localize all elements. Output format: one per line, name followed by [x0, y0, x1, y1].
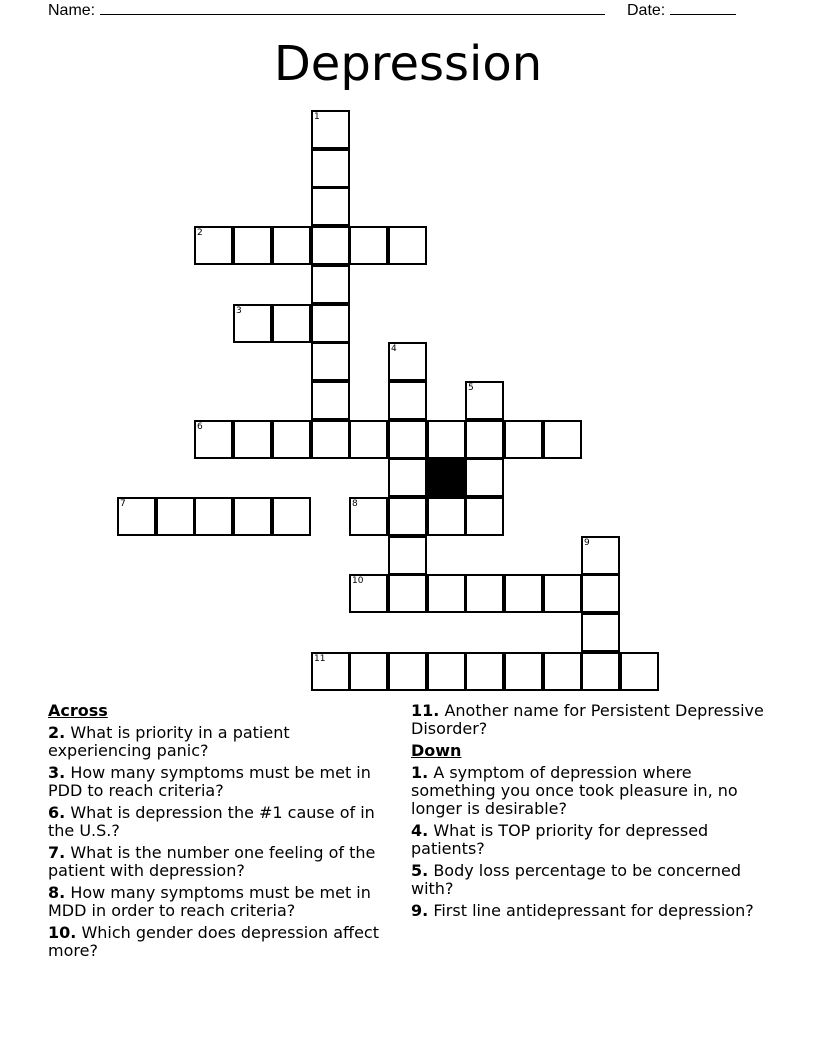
answer-cell[interactable]	[233, 226, 272, 265]
clue-number: 11.	[411, 701, 440, 720]
clue-down-4	[411, 822, 771, 858]
answer-cell[interactable]	[504, 574, 543, 613]
clues-left-column	[48, 702, 393, 964]
clue-number: 6.	[48, 803, 66, 822]
cell-number: 9	[584, 538, 590, 548]
clue-across-3	[48, 764, 393, 800]
answer-cell[interactable]	[504, 420, 543, 459]
answer-cell[interactable]	[272, 420, 311, 459]
answer-cell[interactable]	[349, 420, 388, 459]
answer-cell[interactable]	[388, 458, 427, 497]
cell-number: 11	[314, 654, 326, 664]
clue-number: 2.	[48, 723, 66, 742]
answer-cell[interactable]	[465, 458, 504, 497]
answer-cell[interactable]	[233, 304, 272, 343]
answer-cell[interactable]	[543, 574, 582, 613]
answer-cell[interactable]	[543, 652, 582, 691]
name-label: Name:	[48, 2, 96, 19]
clue-number: 5.	[411, 861, 429, 880]
answer-cell[interactable]	[272, 304, 311, 343]
cell-number: 4	[391, 344, 397, 354]
answer-cell[interactable]	[311, 226, 350, 265]
clue-text: What is depression the #1 cause of in the U.S.?	[48, 803, 375, 840]
answer-cell[interactable]	[465, 497, 504, 536]
answer-cell[interactable]	[156, 497, 195, 536]
answer-cell[interactable]	[388, 497, 427, 536]
clue-number: 9.	[411, 901, 429, 920]
clue-text: What is TOP priority for depressed patients?	[411, 821, 709, 858]
cell-number: 7	[120, 499, 126, 509]
answer-cell[interactable]	[581, 536, 620, 575]
answer-cell[interactable]	[349, 574, 388, 613]
answer-cell[interactable]	[465, 574, 504, 613]
answer-cell[interactable]	[388, 536, 427, 575]
across-heading: Across	[48, 701, 108, 720]
clue-text: How many symptoms must be met in PDD to reach criteria?	[48, 763, 371, 800]
answer-cell[interactable]	[388, 420, 427, 459]
answer-cell[interactable]	[349, 226, 388, 265]
clue-text: Which gender does depression affect more?	[48, 923, 379, 960]
answer-cell[interactable]	[427, 652, 466, 691]
cell-number: 10	[352, 576, 364, 586]
clue-across-10	[48, 924, 393, 960]
clues-right-column	[411, 702, 771, 924]
answer-cell[interactable]	[311, 381, 350, 420]
answer-cell[interactable]	[388, 342, 427, 381]
clue-down-1	[411, 764, 771, 818]
clue-number: 7.	[48, 843, 66, 862]
clue-text: Body loss percentage to be concerned with?	[411, 861, 741, 898]
cell-number: 6	[197, 422, 203, 432]
answer-cell[interactable]	[311, 420, 350, 459]
answer-cell[interactable]	[427, 574, 466, 613]
puzzle-title: Depression	[273, 36, 543, 92]
answer-cell[interactable]	[311, 652, 350, 691]
answer-cell[interactable]	[194, 497, 233, 536]
answer-cell[interactable]	[233, 420, 272, 459]
answer-cell[interactable]	[543, 420, 582, 459]
cell-number: 3	[236, 306, 242, 316]
clue-across-2	[48, 724, 393, 760]
down-heading: Down	[411, 741, 462, 760]
clue-across-8	[48, 884, 393, 920]
answer-cell[interactable]	[311, 187, 350, 226]
clue-across-7	[48, 844, 393, 880]
clue-text: What is the number one feeling of the patient with depression?	[48, 843, 376, 880]
clue-across-6	[48, 804, 393, 840]
answer-cell[interactable]	[233, 497, 272, 536]
answer-cell[interactable]	[311, 342, 350, 381]
clue-number: 3.	[48, 763, 66, 782]
answer-cell[interactable]	[427, 497, 466, 536]
answer-cell[interactable]	[388, 226, 427, 265]
clue-across-11	[411, 702, 771, 738]
answer-cell[interactable]	[311, 304, 350, 343]
clue-number: 1.	[411, 763, 429, 782]
answer-cell[interactable]	[388, 652, 427, 691]
answer-cell[interactable]	[194, 420, 233, 459]
clue-number: 4.	[411, 821, 429, 840]
answer-cell[interactable]	[388, 574, 427, 613]
answer-cell[interactable]	[504, 652, 543, 691]
clue-text: Another name for Persistent Depressive Disorder?	[411, 701, 764, 738]
clue-number: 10.	[48, 923, 77, 942]
answer-cell[interactable]	[117, 497, 156, 536]
answer-cell[interactable]	[349, 497, 388, 536]
answer-cell[interactable]	[272, 497, 311, 536]
answer-cell[interactable]	[581, 652, 620, 691]
cell-number: 2	[197, 228, 203, 238]
answer-cell[interactable]	[311, 110, 350, 149]
answer-cell[interactable]	[465, 652, 504, 691]
clue-number: 8.	[48, 883, 66, 902]
answer-cell[interactable]	[349, 652, 388, 691]
answer-cell[interactable]	[311, 265, 350, 304]
cell-number: 5	[468, 383, 474, 393]
blocked-cell	[427, 458, 466, 497]
clue-down-9	[411, 902, 771, 920]
answer-cell[interactable]	[272, 226, 311, 265]
clue-down-5	[411, 862, 771, 898]
answer-cell[interactable]	[581, 613, 620, 652]
clue-text: What is priority in a patient experiencing panic?	[48, 723, 290, 760]
answer-cell[interactable]	[465, 381, 504, 420]
answer-cell[interactable]	[620, 652, 659, 691]
answer-cell[interactable]	[388, 381, 427, 420]
clue-text: First line antidepressant for depression?	[433, 901, 754, 920]
answer-cell[interactable]	[581, 574, 620, 613]
clue-text: A symptom of depression where something you once took pleasure in, no longer is desirable?	[411, 763, 738, 818]
cell-number: 1	[314, 112, 320, 122]
answer-cell[interactable]	[194, 226, 233, 265]
date-label: Date:	[627, 2, 666, 19]
answer-cell[interactable]	[311, 149, 350, 188]
cell-number: 8	[352, 499, 358, 509]
clue-text: How many symptoms must be met in MDD in order to reach criteria?	[48, 883, 371, 920]
answer-cell[interactable]	[427, 420, 466, 459]
answer-cell[interactable]	[465, 420, 504, 459]
